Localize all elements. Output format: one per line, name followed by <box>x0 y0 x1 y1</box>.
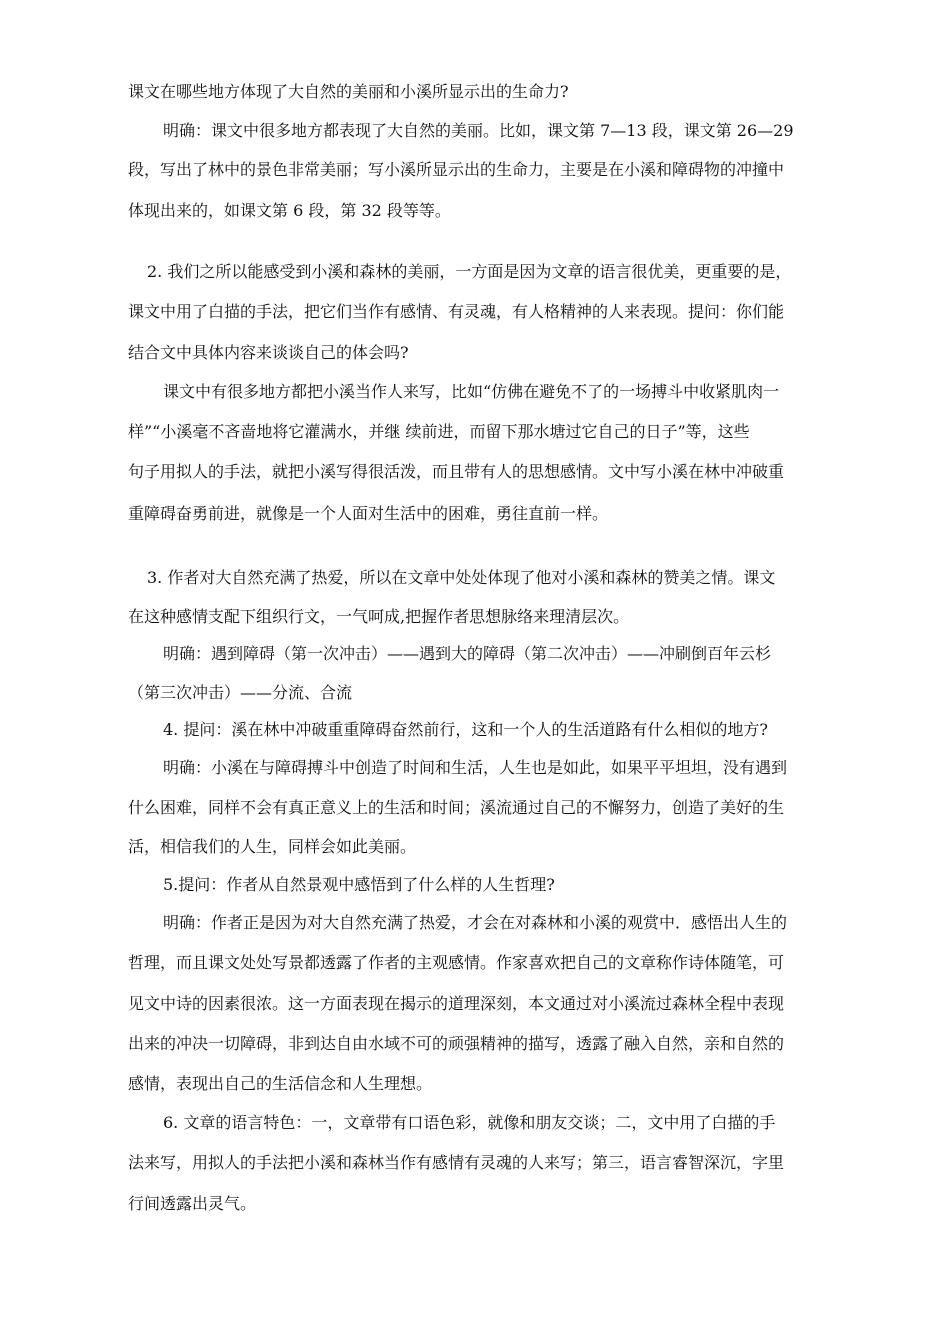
text-line: 体现出来的，如课文第 6 段，第 32 段等等。 <box>128 201 451 220</box>
text-line: 在这种感情支配下组织行文，一气呵成,把握作者思想脉络来理清层次。 <box>128 607 630 626</box>
text-line: 课文中用了白描的手法，把它们当作有感情、有灵魂，有人格精神的人来表现。提问：你们能 <box>128 302 785 321</box>
text-line: 课文中有很多地方都把小溪当作人来写，比如“仿佛在避免不了的一场搏斗中收紧肌肉一 <box>163 382 780 401</box>
text-line: 什么困难，同样不会有真正意义上的生活和时间；溪流通过自己的不懈努力，创造了美好的生 <box>128 798 785 817</box>
text-line: 活，相信我们的人生，同样会如此美丽。 <box>128 837 417 856</box>
text-line: 课文在哪些地方体现了大自然的美丽和小溪所显示出的生命力? <box>128 82 569 101</box>
text-line: 6. 文章的语言特色：一，文章带有口语色彩，就像和朋友交谈；二，文中用了白描的手 <box>163 1113 776 1132</box>
text-line: 5.提问：作者从自然景观中感悟到了什么样的人生哲理? <box>163 875 555 894</box>
text-line: 哲理，而且课文处处写景都透露了作者的主观感情。作家喜欢把自己的文章称作诗体随笔，可 <box>128 953 785 972</box>
text-line: 2. 我们之所以能感受到小溪和森林的美丽，一方面是因为文章的语言很优美，更重要的是， <box>147 262 792 281</box>
text-line: 结合文中具体内容来谈谈自己的体会吗? <box>128 343 409 362</box>
text-line: 法来写，用拟人的手法把小溪和森林当作有感情有灵魂的人来写；第三，语言睿智深沉，字里 <box>128 1153 785 1172</box>
text-line: 感情，表现出自己的生活信念和人生理想。 <box>128 1074 433 1093</box>
text-line: 4. 提问：溪在林中冲破重重障碍奋然前行，这和一个人的生活道路有什么相似的地方? <box>163 720 768 739</box>
text-line: 行间透露出灵气。 <box>128 1194 257 1213</box>
text-line: 明确：作者正是因为对大自然充满了热爱，才会在对森林和小溪的观赏中．感悟出人生的 <box>163 913 788 932</box>
text-line: （第三次冲击）——分流、合流 <box>128 683 353 702</box>
text-line: 句子用拟人的手法，就把小溪写得很活泼，而且带有人的思想感情。文中写小溪在林中冲破重 <box>128 462 785 481</box>
text-line: 出来的冲决一切障碍，非到达自由水域不可的顽强精神的描写，透露了融入自然，亲和自然的 <box>128 1034 785 1053</box>
text-line: 明确：课文中很多地方都表现了大自然的美丽。比如，课文第 7—13 段，课文第 26—29 <box>163 121 794 140</box>
text-line: 3. 作者对大自然充满了热爱，所以在文章中处处体现了他对小溪和森林的赞美之情。课文 <box>147 568 776 587</box>
text-line: 明确：小溪在与障碍搏斗中创造了时间和生活，人生也是如此，如果平平坦坦，没有遇到 <box>163 758 788 777</box>
text-line: 样”“小溪毫不吝啬地将它灌满水，并继 续前进，而留下那水塘过它自己的日子”等，这些 <box>128 422 750 441</box>
text-line: 见文中诗的因素很浓。这一方面表现在揭示的道理深刻，本文通过对小溪流过森林全程中表现 <box>128 994 785 1013</box>
text-line: 重障碍奋勇前进，就像是一个人面对生活中的困难，勇往直前一样。 <box>128 504 609 523</box>
text-line: 明确：遇到障碍（第一次冲击）——遇到大的障碍（第二次冲击）——冲刷倒百年云杉 <box>163 644 772 663</box>
text-line: 段，写出了林中的景色非常美丽；写小溪所显示出的生命力，主要是在小溪和障碍物的冲撞中 <box>128 160 785 179</box>
